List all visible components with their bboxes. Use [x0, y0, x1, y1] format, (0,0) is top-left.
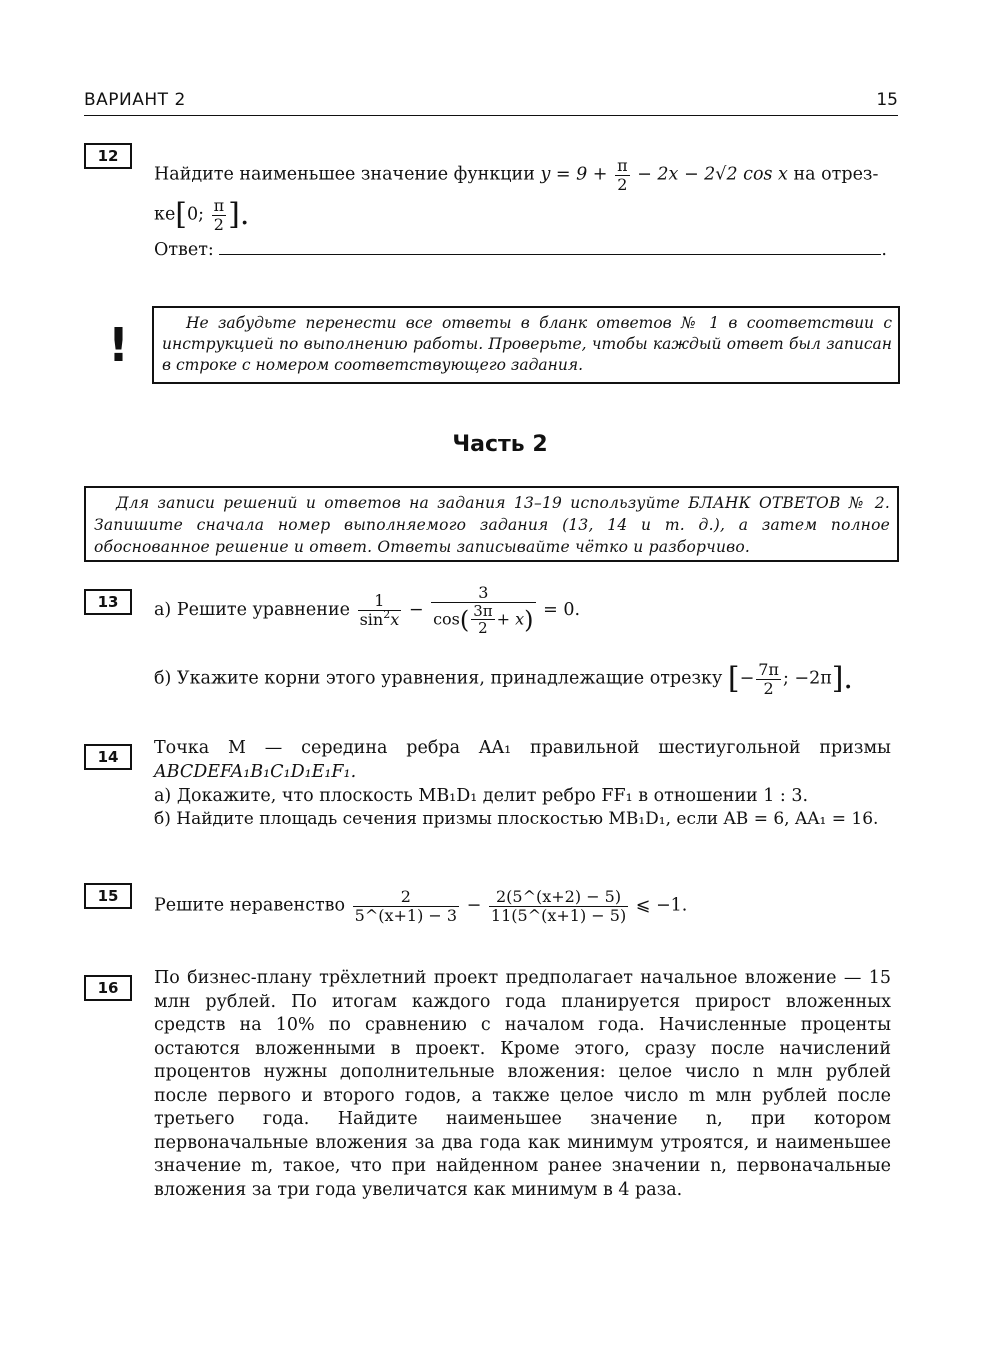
minus-sign: −	[739, 668, 755, 689]
segment-end: ; −2π	[782, 668, 832, 689]
task-13-fraction-1	[358, 592, 402, 628]
task-12-func-lhs: y = 9 +	[540, 164, 608, 185]
header-rule	[84, 115, 898, 116]
frac-num: 3	[431, 584, 535, 603]
sin-power: 2	[383, 607, 391, 621]
part-2-title: Часть 2	[452, 432, 548, 457]
frac-den: 5^(x+1) − 3	[354, 905, 458, 925]
frac-den: 2	[763, 678, 774, 698]
segment-start: 0;	[187, 204, 205, 225]
task-12-number: 12	[84, 143, 132, 169]
task-12-on-segment: на отрез-	[793, 164, 879, 185]
task-14-number: 14	[84, 744, 132, 770]
task-14-line-1: Точка M — середина ребра AA₁ правильной шестиугольной призмы	[154, 738, 891, 758]
task-13-b-label: б) Укажите корни этого уравнения, принадлежащие отрезку	[154, 668, 723, 689]
task-14-line-4: б) Найдите площадь сечения призмы плоскостью MB₁D₁, если AB = 6, AA₁ = 16.	[154, 809, 879, 829]
task-16-number: 16	[84, 975, 132, 1001]
frac-den	[431, 603, 535, 637]
task-12-line-1	[154, 157, 878, 193]
sin-label: sin	[359, 609, 384, 629]
task-15-prefix: Решите неравенство	[154, 895, 346, 916]
task-12-func-rest: − 2x − 2√2 cos x	[637, 164, 788, 185]
frac-den: 2	[617, 174, 628, 194]
segment-open-bracket: [	[175, 197, 188, 233]
frac-den	[358, 607, 402, 629]
minus-sign: −	[408, 599, 424, 620]
frac-num: 2(5^(x+2) − 5)	[489, 888, 628, 907]
frac-num: 7π	[758, 660, 779, 679]
frac-num: 1	[358, 592, 402, 611]
paren-open: (	[459, 605, 470, 634]
sin-var: x	[390, 609, 400, 629]
cos-label: cos	[433, 609, 460, 629]
minus-sign: −	[466, 895, 482, 916]
task-13-part-b	[154, 661, 853, 697]
instructions-text: Для записи решений и ответов на задания 13–19 используйте БЛАНК ОТВЕТОВ № 2. Запишите сначала номер выполняемого задания (13, 14 и т. д.), а затем полное обоснованное решение и ответ. Ответы записывайте чётко и разборчиво.	[94, 494, 890, 556]
task-13-part-a	[154, 584, 580, 637]
task-12-answer-row	[154, 238, 887, 262]
frac-den: 2	[213, 214, 224, 234]
task-13-number: 13	[84, 589, 132, 615]
segment-close-bracket: ].	[831, 661, 853, 697]
page-number: 15	[876, 90, 898, 110]
segment-close-bracket: ].	[228, 197, 250, 233]
task-15-fraction-2	[489, 888, 628, 924]
task-15-number: 15	[84, 883, 132, 909]
task-12-line-2-prefix: ке	[154, 204, 176, 225]
answer-line[interactable]	[219, 238, 881, 255]
task-12-line-2	[154, 197, 249, 233]
frac-num: 2	[353, 888, 459, 907]
task-12-pi-over-2	[615, 157, 630, 193]
task-16-text: По бизнес-плану трёхлетний проект предполагает начальное вложение — 15 млн рублей. По итогам каждого года планируется прирост вложенных средств на 10% по сравнению с началом года. Начисленные проценты остаются вложенными в проект. Кроме этого, сразу после начислений процентов нужны дополнительные вложения: целое число n млн рублей после первого и второго годов, а также целое число m млн рублей после третьего года. Найдите наименьшее значение n, при котором первоначальные вложения за два года как минимум утроятся, и наименьшее значение m, такое, что при найденном ранее значении n, первоначальные вложения за три года увеличатся как минимум в 4 раза.	[154, 968, 891, 1200]
segment-open-bracket: [	[727, 661, 740, 697]
task-15-fraction-1	[353, 888, 459, 924]
task-14-line-3: а) Докажите, что плоскость MB₁D₁ делит ребро FF₁ в отношении 1 : 3.	[154, 786, 809, 806]
task-12-intro: Найдите наименьшее значение функции	[154, 164, 535, 185]
task-15-suffix: ⩽ −1.	[635, 895, 688, 916]
task-12-segment-end	[212, 197, 227, 233]
exclamation-icon: !	[108, 318, 129, 372]
frac-den: 2	[478, 619, 488, 638]
frac-num: 3π	[473, 601, 493, 620]
equals-zero: = 0.	[543, 599, 581, 620]
task-14-line-2: ABCDEFA₁B₁C₁D₁E₁F₁.	[154, 762, 357, 782]
paren-close: )	[524, 605, 534, 634]
frac-num: π	[213, 196, 225, 215]
answer-label: Ответ:	[154, 240, 214, 260]
frac-den: 11(5^(x+1) − 5)	[490, 905, 627, 925]
inner-plus: + x	[496, 609, 525, 629]
task-13-a-label: а) Решите уравнение	[154, 599, 350, 620]
task-13-fraction-2	[431, 584, 535, 637]
task-13-segment-fraction	[756, 661, 781, 697]
notice-text: Не забудьте перенести все ответы в бланк ответов № 1 в соответствии с инструкцией по выполнению работы. Проверьте, чтобы каждый ответ был записан в строке с номером соответствующего задания.	[162, 314, 892, 374]
running-header-title: ВАРИАНТ 2	[84, 90, 186, 110]
answer-end: .	[881, 240, 887, 260]
task-15-inequality	[154, 888, 687, 924]
inner-fraction	[471, 603, 494, 637]
frac-num: π	[617, 156, 628, 175]
